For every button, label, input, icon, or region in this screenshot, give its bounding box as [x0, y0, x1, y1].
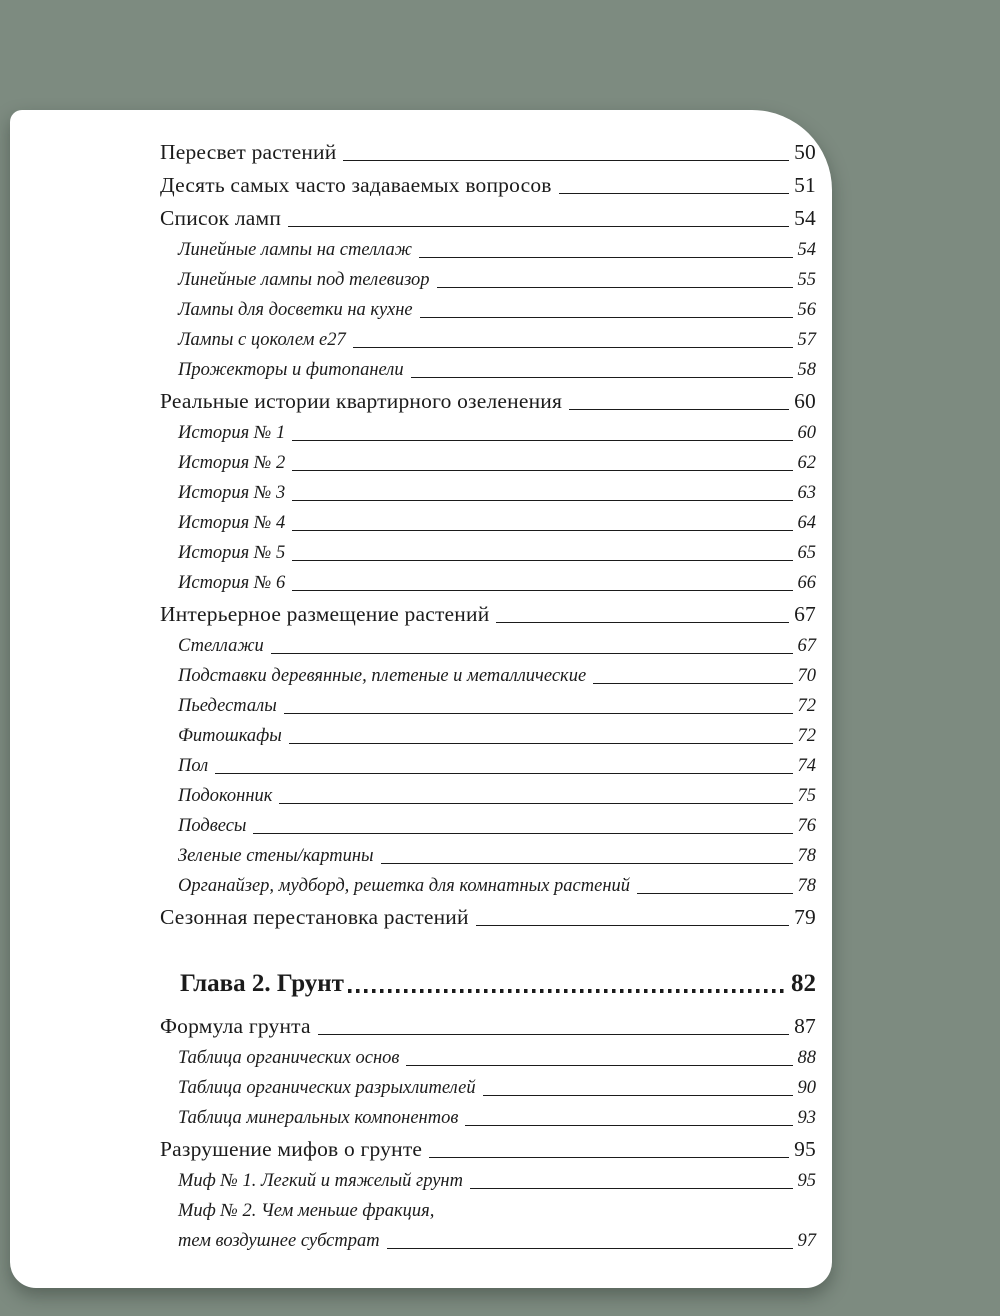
underscore-leader-line [292, 440, 792, 441]
toc-entry-label: Формула грунта [160, 1014, 311, 1038]
toc-entry-label: Реальные истории квартирного озеленения [160, 389, 563, 413]
underscore-leader-line [593, 683, 792, 684]
toc-entry-page-number: 78 [797, 846, 816, 866]
toc-entry-page-number: 95 [794, 1137, 816, 1161]
toc-entry-page-number: 72 [797, 726, 816, 746]
toc-entry-page-number: 70 [797, 666, 816, 686]
toc-entry-page-number: 57 [797, 330, 816, 350]
toc-entry-page-number: 79 [794, 905, 816, 929]
toc-entry-page-number: 67 [794, 602, 816, 626]
toc-entry [160, 747, 816, 777]
toc-entry [160, 687, 816, 717]
underscore-leader-line [419, 257, 793, 258]
toc-entry [160, 657, 816, 687]
toc-entry-label: Органайзер, мудборд, решетка для комнатных растений [178, 876, 630, 896]
toc-entry-label: Стеллажи [178, 636, 264, 656]
underscore-leader-line [476, 925, 789, 926]
toc-entry-page-number: 67 [797, 636, 816, 656]
toc-entry-page-number: 75 [797, 786, 816, 806]
toc-entry [160, 867, 816, 897]
toc-entry [160, 1099, 816, 1129]
dot-leader-line [348, 989, 787, 993]
toc-entry [160, 444, 816, 474]
toc-entry-label: Подставки деревянные, плетеные и металлические [178, 666, 587, 686]
toc-entry-label: История № 3 [178, 483, 286, 503]
underscore-leader-line [215, 773, 792, 774]
toc-entry-page-number: 90 [797, 1078, 816, 1098]
toc-entry-label: Подоконник [178, 786, 273, 806]
toc-entry-page-number: 93 [797, 1108, 816, 1128]
toc-entry-label: Миф № 1. Легкий и тяжелый грунт [178, 1171, 463, 1191]
toc-entry-label: Сезонная перестановка растений [160, 905, 469, 929]
toc-entry-label: Лампы с цоколем е27 [178, 330, 346, 350]
toc-entry-label: Прожекторы и фитопанели [178, 360, 404, 380]
underscore-leader-line [429, 1157, 789, 1158]
underscore-leader-line [292, 470, 792, 471]
toc-entry-page-number: 74 [797, 756, 816, 776]
toc-entry [160, 165, 816, 198]
toc-entry [160, 564, 816, 594]
toc-entry-label: Таблица органических основ [178, 1048, 400, 1068]
toc-entry [160, 594, 816, 627]
toc-entry [160, 956, 816, 998]
toc-entry [160, 198, 816, 231]
toc-entry-label: Десять самых часто задаваемых вопросов [160, 173, 552, 197]
underscore-leader-line [387, 1248, 793, 1249]
toc-entry-page-number: 54 [797, 240, 816, 260]
toc-entry [160, 1069, 816, 1099]
toc-entry-page-number: 82 [791, 970, 816, 997]
toc-entry [160, 231, 816, 261]
toc-entry-page-number: 55 [797, 270, 816, 290]
toc-entry [160, 414, 816, 444]
toc-entry-page-number: 54 [794, 206, 816, 230]
toc-entry-label: Линейные лампы на стеллаж [178, 240, 412, 260]
underscore-leader-line [284, 713, 793, 714]
underscore-leader-line [406, 1065, 792, 1066]
toc-entry [160, 132, 816, 165]
toc-entry-label: Подвесы [178, 816, 247, 836]
toc-entry-label: Таблица минеральных компонентов [178, 1108, 459, 1128]
toc-entry [160, 1222, 816, 1252]
underscore-leader-line [483, 1095, 793, 1096]
toc-entry-label: Разрушение мифов о грунте [160, 1137, 423, 1161]
toc-entry-label: Список ламп [160, 206, 282, 230]
toc-entry [160, 321, 816, 351]
toc-entry [160, 261, 816, 291]
underscore-leader-line [318, 1034, 789, 1035]
underscore-leader-line [292, 560, 792, 561]
toc-entry-label: Пересвет растений [160, 140, 337, 164]
underscore-leader-line [496, 622, 789, 623]
toc-entry-label: История № 5 [178, 543, 286, 563]
toc-entry-label: Лампы для досветки на кухне [178, 300, 413, 320]
toc-entry-page-number: 76 [797, 816, 816, 836]
toc-entry-label: Интерьерное размещение растений [160, 602, 490, 626]
underscore-leader-line [289, 743, 793, 744]
underscore-leader-line [420, 317, 793, 318]
toc-entry-page-number: 64 [797, 513, 816, 533]
toc-entry [160, 777, 816, 807]
toc-entry-page-number: 78 [797, 876, 816, 896]
toc-entry-page-number: 58 [797, 360, 816, 380]
toc-entry [160, 1162, 816, 1192]
toc-entry-page-number: 56 [797, 300, 816, 320]
underscore-leader-line [465, 1125, 792, 1126]
toc-entry-label: История № 6 [178, 573, 286, 593]
toc-entry-page-number: 60 [794, 389, 816, 413]
toc-entry [160, 351, 816, 381]
toc-entry [160, 1039, 816, 1069]
toc-entry [160, 504, 816, 534]
toc-entry [160, 381, 816, 414]
toc-entry-page-number: 62 [797, 453, 816, 473]
underscore-leader-line [288, 226, 789, 227]
toc-entry-label: Пол [178, 756, 209, 776]
underscore-leader-line [437, 287, 793, 288]
underscore-leader-line [343, 160, 789, 161]
toc-entry-label: Линейные лампы под телевизор [178, 270, 430, 290]
underscore-leader-line [569, 409, 789, 410]
toc-entry [160, 897, 816, 930]
table-of-contents [10, 110, 832, 1252]
underscore-leader-line [279, 803, 792, 804]
underscore-leader-line [559, 193, 789, 194]
toc-entry-page-number: 95 [797, 1171, 816, 1191]
underscore-leader-line [637, 893, 793, 894]
toc-entry [160, 717, 816, 747]
toc-entry-label: История № 2 [178, 453, 286, 473]
toc-entry-label: Фитошкафы [178, 726, 282, 746]
underscore-leader-line [292, 500, 792, 501]
toc-entry-page-number: 50 [794, 140, 816, 164]
toc-entry [160, 1129, 816, 1162]
toc-entry-page-number: 65 [797, 543, 816, 563]
underscore-leader-line [470, 1188, 793, 1189]
toc-entry-page-number: 88 [797, 1048, 816, 1068]
underscore-leader-line [253, 833, 792, 834]
toc-entry-page-number: 66 [797, 573, 816, 593]
toc-entry [160, 627, 816, 657]
underscore-leader-line [381, 863, 793, 864]
toc-entry-label: История № 1 [178, 423, 286, 443]
toc-entry [160, 837, 816, 867]
underscore-leader-line [292, 530, 792, 531]
toc-entry-label: Миф № 2. Чем меньше фракция, [178, 1201, 435, 1221]
toc-entry-label: Таблица органических разрыхлителей [178, 1078, 476, 1098]
toc-entry-page-number: 72 [797, 696, 816, 716]
toc-entry-page-number: 97 [797, 1231, 816, 1251]
underscore-leader-line [353, 347, 793, 348]
toc-entry [160, 807, 816, 837]
underscore-leader-line [271, 653, 793, 654]
toc-entry-label: тем воздушнее субстрат [178, 1231, 380, 1251]
toc-entry-label: Пьедесталы [178, 696, 277, 716]
toc-entry-label: Глава 2. Грунт [180, 970, 344, 997]
toc-entry-page-number: 63 [797, 483, 816, 503]
toc-entry [160, 1192, 816, 1222]
toc-entry-label: История № 4 [178, 513, 286, 533]
underscore-leader-line [411, 377, 793, 378]
toc-entry-label: Зеленые стены/картины [178, 846, 374, 866]
toc-entry [160, 291, 816, 321]
toc-entry [160, 1006, 816, 1039]
toc-entry-page-number: 60 [797, 423, 816, 443]
toc-entry-page-number: 51 [794, 173, 816, 197]
underscore-leader-line [292, 590, 792, 591]
toc-entry [160, 474, 816, 504]
book-page [10, 110, 832, 1288]
toc-entry-page-number: 87 [794, 1014, 816, 1038]
toc-entry [160, 534, 816, 564]
